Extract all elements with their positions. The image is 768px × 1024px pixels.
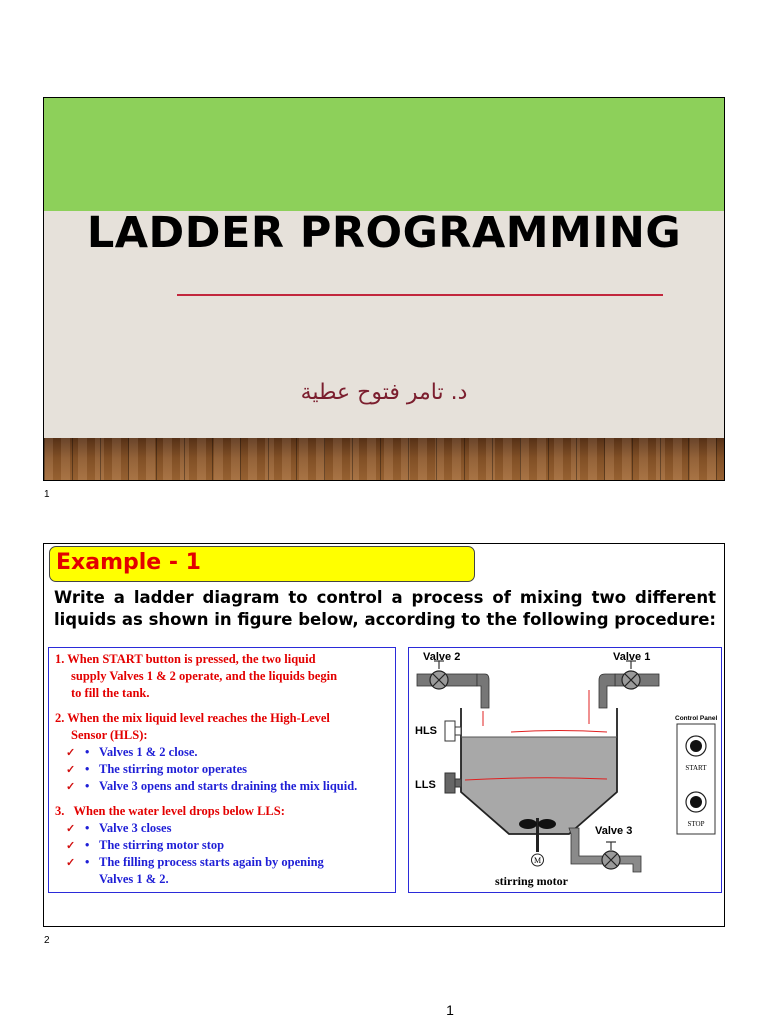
valve-2-pipe bbox=[417, 674, 489, 708]
sub-step: Valve 3 closes bbox=[99, 821, 172, 835]
hls-label: HLS bbox=[415, 725, 437, 737]
sub-step: Valves 1 & 2. bbox=[99, 872, 169, 886]
step-text: When the water level drops below LLS: bbox=[73, 804, 285, 818]
step-text: to fill the tank. bbox=[71, 686, 150, 700]
valve-3-label: Valve 3 bbox=[595, 825, 633, 837]
procedure-box bbox=[48, 647, 396, 893]
step-3 bbox=[55, 803, 285, 820]
prompt-line: Write a ladder diagram to control a process of mixing two different bbox=[54, 588, 716, 607]
motor-icon bbox=[532, 854, 544, 866]
step-text: When START button is pressed, the two liquid bbox=[67, 652, 316, 666]
push-button-icon bbox=[686, 736, 706, 756]
push-button-icon bbox=[686, 792, 706, 812]
step-number: 3. bbox=[55, 804, 65, 818]
prompt-line: liquids as shown in figure below, according to the following procedure: bbox=[54, 610, 717, 629]
bullet-icon: • bbox=[85, 855, 90, 869]
example-title: Example - 1 bbox=[56, 550, 201, 575]
sub-step: Valve 3 opens and starts draining the mix liquid. bbox=[99, 779, 358, 793]
title-underline bbox=[177, 294, 663, 296]
bullet-icon: • bbox=[85, 779, 90, 793]
bullet-icon: • bbox=[85, 762, 90, 776]
bullet-icon: • bbox=[85, 821, 90, 835]
valve-icon bbox=[430, 661, 448, 689]
slide-number: 1 bbox=[44, 489, 50, 500]
bullet-icon: • bbox=[85, 745, 90, 759]
step-text: supply Valves 1 & 2 operate, and the liquids begin bbox=[71, 669, 338, 683]
stirrer bbox=[519, 818, 556, 852]
valve-1-label: Valve 1 bbox=[613, 651, 651, 663]
slide-number: 2 bbox=[44, 935, 50, 946]
step-2 bbox=[55, 710, 389, 727]
valve-icon bbox=[602, 842, 620, 869]
stop-label: STOP bbox=[687, 820, 705, 828]
sub-step: The filling process starts again by opening bbox=[99, 855, 324, 869]
valve-2-label: Valve 2 bbox=[423, 651, 461, 663]
mixing-process-figure bbox=[408, 647, 722, 893]
bullet-icon: • bbox=[85, 838, 90, 852]
stirring-motor-label: stirring motor bbox=[495, 874, 568, 888]
tank-icon bbox=[461, 708, 617, 834]
green-header-band bbox=[44, 98, 724, 211]
sub-step: Valves 1 & 2 close. bbox=[99, 745, 198, 759]
motor-symbol: M bbox=[533, 856, 542, 865]
check-mark-icon: ✓ bbox=[66, 857, 76, 869]
author-name: د. تامر فتوح عطية bbox=[300, 380, 468, 405]
sub-step: The stirring motor operates bbox=[99, 762, 248, 776]
step-1 bbox=[55, 651, 389, 668]
step-number: 2. bbox=[55, 711, 65, 725]
check-mark-icon: ✓ bbox=[66, 781, 76, 793]
step-text: Sensor (HLS): bbox=[71, 728, 148, 742]
sub-step: The stirring motor stop bbox=[99, 838, 225, 852]
valve-icon bbox=[622, 661, 640, 689]
lls-sensor bbox=[445, 773, 461, 793]
process-diagram bbox=[409, 648, 721, 892]
step-text: When the mix liquid level reaches the High-Level bbox=[67, 711, 330, 725]
check-mark-icon: ✓ bbox=[66, 747, 76, 759]
page-footer-number: 1 bbox=[446, 1002, 454, 1018]
hls-sensor bbox=[445, 721, 461, 741]
example-slide bbox=[43, 543, 725, 927]
check-mark-icon: ✓ bbox=[66, 840, 76, 852]
check-mark-icon: ✓ bbox=[66, 823, 76, 835]
lls-label: LLS bbox=[415, 779, 436, 791]
step-number: 1. bbox=[55, 652, 65, 666]
check-mark-icon: ✓ bbox=[66, 764, 76, 776]
start-label: START bbox=[685, 764, 707, 772]
wood-floor-decoration bbox=[44, 438, 724, 481]
control-panel-label: Control Panel bbox=[675, 715, 718, 722]
title-slide bbox=[43, 97, 725, 481]
example-prompt bbox=[54, 587, 716, 631]
slide-title: LADDER PROGRAMMING bbox=[86, 208, 682, 258]
